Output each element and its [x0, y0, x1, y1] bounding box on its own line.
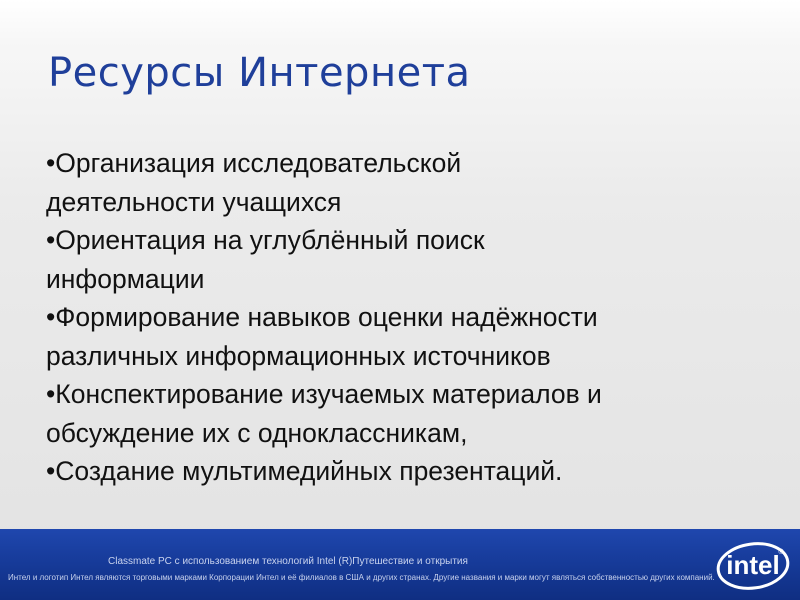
intel-logo-wordmark: intel — [726, 550, 780, 580]
footer-program-title: Classmate PC с использованием технологий Intel (R)Путешествие и открытия — [108, 556, 468, 567]
body-line: обсуждение их с одноклассникам, — [46, 417, 468, 448]
intel-logo — [713, 536, 793, 596]
body-line: •Конспектирование изучаемых материалов и — [46, 379, 602, 409]
body-line: •Создание мультимедийных презентаций. — [46, 456, 563, 486]
footer-legal-text: Интел и логотип Интел являются торговыми марками Корпорации Интел и её филиалов в США и других странах. Другие названия и марки могут являться собственностью других компаний. — [8, 573, 715, 582]
body-line: •Формирование навыков оценки надёжности — [46, 302, 598, 332]
body-line: различных информационных источников — [46, 340, 551, 371]
body-line: •Организация исследовательской — [46, 148, 462, 178]
intel-logo-icon — [713, 536, 793, 596]
svg-text:®: ® — [778, 549, 784, 556]
slide-title: Ресурсы Интернета — [48, 50, 471, 96]
body-line: информации — [46, 263, 205, 294]
slide-body — [46, 144, 746, 491]
body-line: •Ориентация на углублённый поиск — [46, 225, 485, 255]
body-line: деятельности учащихся — [46, 186, 342, 217]
footer-band — [0, 529, 800, 600]
